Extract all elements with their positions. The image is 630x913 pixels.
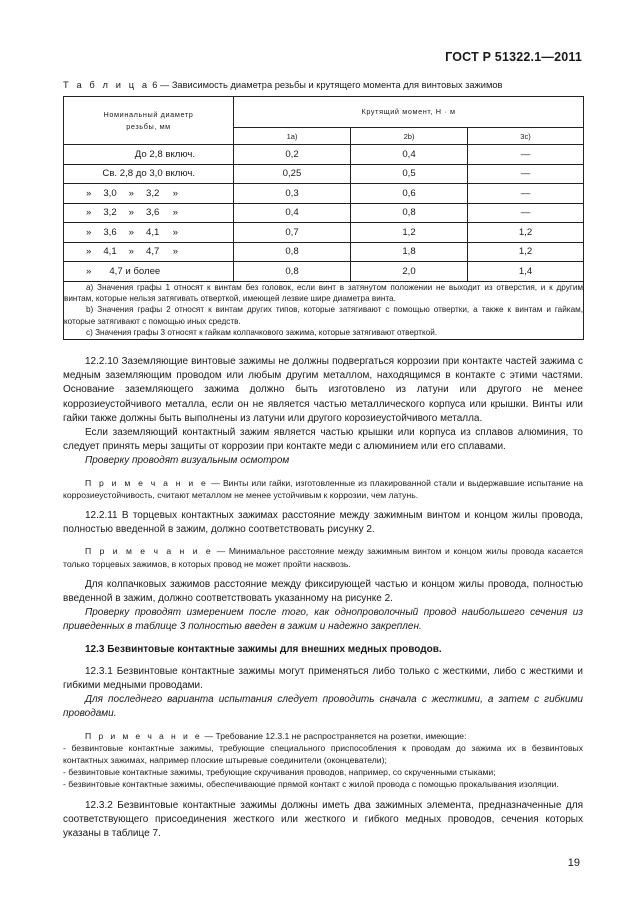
header-torque: Крутящий момент, Н · м <box>234 97 584 128</box>
document-body <box>63 355 583 841</box>
torque-cell-3: — <box>468 164 584 184</box>
torque-cell-1: 0,4 <box>234 203 351 223</box>
torque-cell-2: 1,2 <box>351 223 468 243</box>
paragraph-12-3-2: 12.3.2 Безвинтовые контактные зажимы должны иметь два зажимных элемента, предназначенные для соответствующего присоединения жесткого или жесткого и гибкого медных проводов, сечения которых указаны в таблице 7. <box>63 799 583 840</box>
footnote-a: a) Значения графы 1 относят к винтам без головок, если винт в затянутом положении не выходит из отверстия, и к другим винтам, которые нельзя затягивать отверткой, имеющей лезвие шире диаметра винта. <box>64 282 584 303</box>
paragraph-aluminium: Если заземляющий контактный зажим является частью крышки или корпуса из сплавов алюминия, то следует принять меры защиты от коррозии при контакте меди с алюминием или его сплавами. <box>63 427 583 453</box>
torque-cell-3: — <box>468 145 584 165</box>
paragraph-12-2-10: 12.2.10 Заземляющие винтовые зажимы не должны подвергаться коррозии при контакте частей зажима с медным заземляющим проводом или любым другим металлом, находящимся в контакте с этими частями. Основание заземляющего зажима должно быть изготовлено из латуни или другого не менее коррозиеустойчивого металла, если он не является частью металлического корпуса или крышки. Винты или гайки также должны быть выполнены из латуни или другого корозиеустойчивого металла. <box>63 356 583 424</box>
torque-cell-3: — <box>468 203 584 223</box>
diameter-cell: » 3,6 » 4,1 » <box>64 223 234 243</box>
table-caption-label: Т а б л и ц а <box>63 80 150 90</box>
table-footnotes <box>64 281 584 339</box>
table-row <box>64 203 584 223</box>
list-item: - безвинтовые контактные зажимы, требующие специального приспособления к проводам до зажима их в безвинтовых контактных зажимах, например плоские штыревые соединители (оконцеватели); <box>63 742 583 766</box>
subheader-3: 3c) <box>468 128 584 145</box>
torque-cell-1: 0,2 <box>234 145 351 165</box>
torque-cell-1: 0,3 <box>234 184 351 204</box>
paragraph-last-variant: Для последнего варианта испытания следует проводить сначала с жесткими, а затем с гибкими проводами. <box>63 694 583 720</box>
table-row <box>64 223 584 243</box>
standard-number: ГОСТ Р 51322.1—2011 <box>445 50 582 64</box>
note-1: П р и м е ч а н и е — Винты или гайки, изготовленные из плакированной стали и выдержавшие испытание на коррозиеустойчивость, считают металлом не менее устойчивым к коррозии, чем латунь. <box>63 477 584 500</box>
paragraph-check-measure: Проверку проводят измерением после того, как однопроволочный провод наибольшего сечения из приведенных в таблице 3 полностью введен в зажим и надежно закреплен. <box>63 607 583 633</box>
subheader-2: 2b) <box>351 128 468 145</box>
torque-cell-3: 1,4 <box>468 262 584 282</box>
section-heading-12-3: 12.3 Безвинтовые контактные зажимы для внешних медных проводов. <box>85 643 442 655</box>
footnote-c: c) Значения графы 3 относят к гайкам колпачкового зажима, которые затягивают отверткой. <box>86 328 438 338</box>
diameter-cell: Св. 2,8 до 3,0 включ. <box>64 164 234 184</box>
header-diameter: Номинальный диаметр резьбы, мм <box>64 97 234 145</box>
subheader-1: 1а) <box>234 128 351 145</box>
torque-cell-3: 1,2 <box>468 223 584 243</box>
torque-cell-3: — <box>468 184 584 204</box>
paragraph-cap-terminals: Для колпачковых зажимов расстояние между фиксирующей частью и концом жилы провода, полностью введенной в зажим, должно соответствовать указанному на рисунке 2. <box>63 578 583 605</box>
page-number: 19 <box>567 857 580 869</box>
diameter-cell: До 2,8 включ. <box>64 145 234 165</box>
torque-cell-1: 0,8 <box>234 242 351 262</box>
torque-cell-3: 1,2 <box>468 242 584 262</box>
diameter-cell: » 3,0 » 3,2 » <box>64 184 234 204</box>
table-row <box>64 164 584 184</box>
footnote-b: b) Значения графы 2 относят к винтам других типов, которые затягивают с помощью отвертки, а также к винтам и гайкам, которые затягивают с помощью иных средств. <box>64 305 584 326</box>
list-item: - безвинтовые контактные зажимы, требующие скручивания проводов, например, со скрученными стыками; <box>63 767 496 778</box>
torque-cell-1: 0,7 <box>234 223 351 243</box>
diameter-cell: » 4,7 и более <box>64 262 234 282</box>
table-row <box>64 242 584 262</box>
note-2: П р и м е ч а н и е — Минимальное расстояние между зажимным винтом и концом жилы провода касается только торцевых зажимов, в которых провод не может пройти насквозь. <box>63 546 583 569</box>
list-item: - безвинтовые контактные зажимы, обеспечивающие прямой контакт с жилой провода с помощью прокалывания изоляции. <box>63 779 559 790</box>
torque-table <box>63 96 584 340</box>
note-3: П р и м е ч а н и е — Требование 12.3.1 не распространяется на розетки, имеющие: <box>85 730 467 741</box>
diameter-cell: » 3,2 » 3,6 » <box>64 203 234 223</box>
torque-cell-2: 2,0 <box>351 262 468 282</box>
table-caption <box>63 80 583 90</box>
paragraph-12-3-1: 12.3.1 Безвинтовые контактные зажимы могут применяться либо только с жесткими, либо с жесткими и гибкими медными проводами. <box>63 665 583 692</box>
torque-cell-2: 1,8 <box>351 242 468 262</box>
table-row <box>64 184 584 204</box>
table-caption-text: 6 — Зависимость диаметра резьбы и крутящего момента для винтовых зажимов <box>152 80 503 90</box>
torque-cell-2: 0,5 <box>351 164 468 184</box>
torque-cell-1: 0,25 <box>234 164 351 184</box>
table-row <box>64 262 584 282</box>
paragraph-12-2-11: 12.2.11 В торцевых контактных зажимах расстояние между зажимным винтом и концом жилы провода, полностью введенной в зажим, должно соответствовать рисунку 2. <box>63 510 583 536</box>
torque-cell-2: 0,8 <box>351 203 468 223</box>
torque-cell-2: 0,4 <box>351 145 468 165</box>
torque-cell-1: 0,8 <box>234 262 351 282</box>
torque-cell-2: 0,6 <box>351 184 468 204</box>
paragraph-check-visual: Проверку проводят визуальным осмотром <box>85 455 290 467</box>
diameter-cell: » 4,1 » 4,7 » <box>64 242 234 262</box>
table-row <box>64 145 584 165</box>
